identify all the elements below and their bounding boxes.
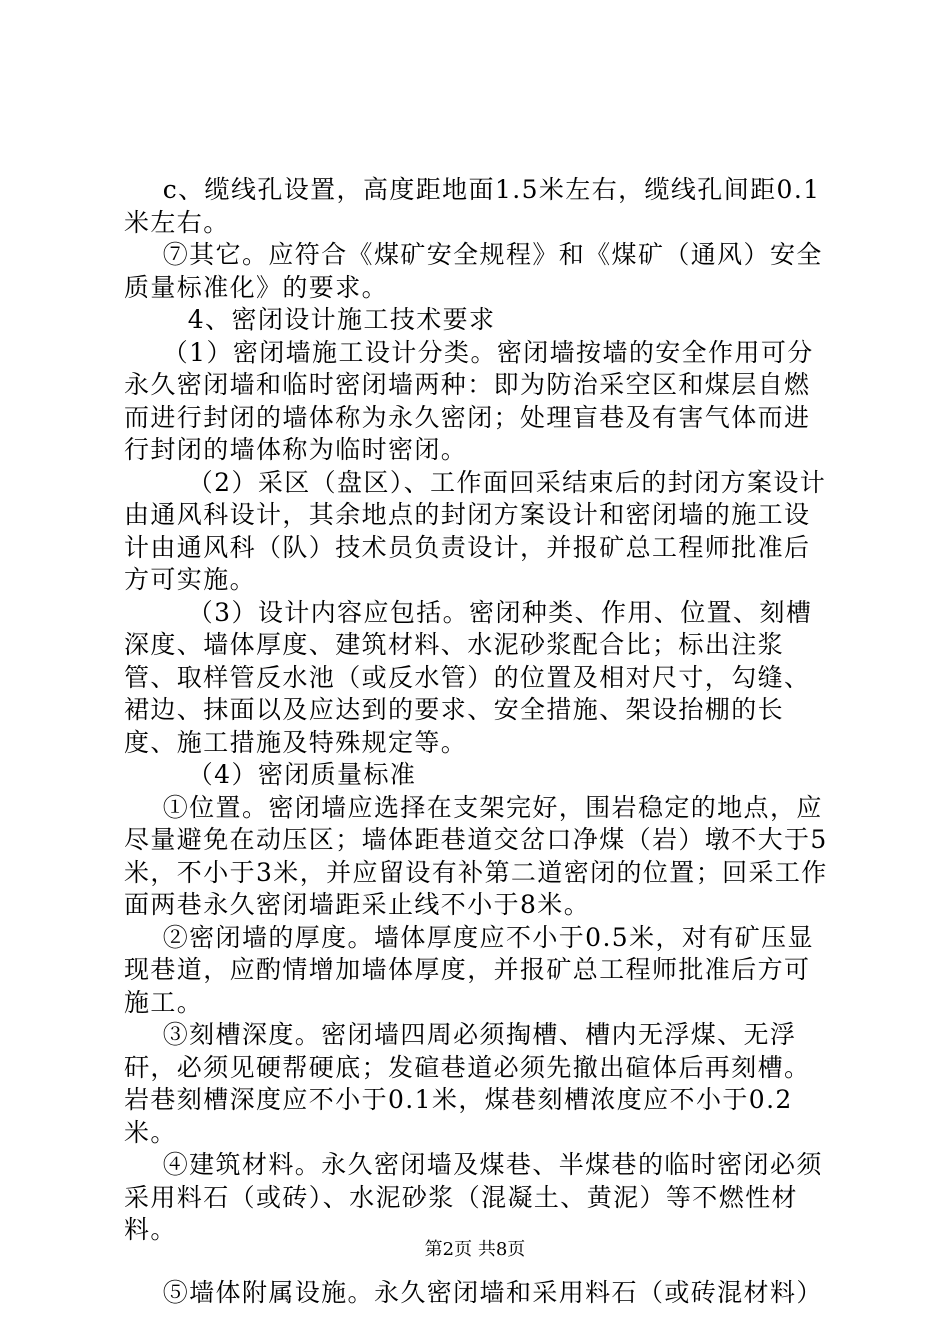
subheading-quality-standard: （4）密闭质量标准 bbox=[187, 760, 417, 789]
paragraph-other-requirements: ⑦其它。应符合《煤矿安全规程》和《煤矿（通风）安全质量标准化》的要求。 bbox=[124, 240, 823, 302]
section-heading-seal-design: 4、密闭设计施工技术要求 bbox=[187, 305, 496, 334]
paragraph-design-content: （3）设计内容应包括。密闭种类、作用、位置、刻槽深度、墙体厚度、建筑材料、水泥砂浆配合比；标出注浆管、取样管反水池（或反水管）的位置及相对尺寸，勾缝、裙边、抹面以及应达到的要求、安全措施、架设抬棚的长度、施工措施及特殊规定等。 bbox=[124, 597, 813, 757]
paragraph-cable-hole: c、缆线孔设置，高度距地面1.5米左右，缆线孔间距0.1米左右。 bbox=[124, 175, 821, 237]
paragraph-building-materials: ④建筑材料。永久密闭墙及煤巷、半煤巷的临时密闭必须采用料石（或砖）、水泥砂浆（混凝土、黄泥）等不燃性材料。 bbox=[124, 1150, 823, 1244]
document-body bbox=[124, 174, 834, 1309]
paragraph-groove-depth: ③刻槽深度。密闭墙四周必须掏槽、槽内无浮煤、无浮矸，必须见硬帮硬底；发碹巷道必须先撤出碹体后再刻槽。岩巷刻槽深度应不小于0.1米，煤巷刻槽浓度应不小于0.2米。 bbox=[124, 1020, 811, 1147]
paragraph-wall-thickness: ②密闭墙的厚度。墙体厚度应不小于0.5米，对有矿压显现巷道，应酌情增加墙体厚度，并报矿总工程师批准后方可施工。 bbox=[124, 922, 814, 1017]
paragraph-seal-design-responsibility: （2）采区（盘区）、工作面回采结束后的封闭方案设计由通风科设计，其余地点的封闭方案设计和密闭墙的施工设计由通风科（队）技术员负责设计，并报矿总工程师批准后方可实施。 bbox=[124, 467, 827, 594]
paragraph-location: ①位置。密闭墙应选择在支架完好，围岩稳定的地点，应尽量避免在动压区；墙体距巷道交岔口净煤（岩）墩不大于5米，不小于3米，并应留设有补第二道密闭的位置；回采工作面两巷永久密闭墙距采止线不小于8米。 bbox=[124, 792, 828, 919]
paragraph-wall-attachments: ⑤墙体附属设施。永久密闭墙和采用料石（或砖混材料） bbox=[162, 1277, 823, 1307]
page-footer: 第2页 共8页 bbox=[424, 1239, 526, 1260]
paragraph-seal-classification: （1）密闭墙施工设计分类。密闭墙按墙的安全作用可分永久密闭墙和临时密闭墙两种：即为防治采空区和煤层自燃而进行封闭的墙体称为永久密闭；处理盲巷及有害气体而进行封闭的墙体称为临时密闭。 bbox=[124, 337, 814, 464]
